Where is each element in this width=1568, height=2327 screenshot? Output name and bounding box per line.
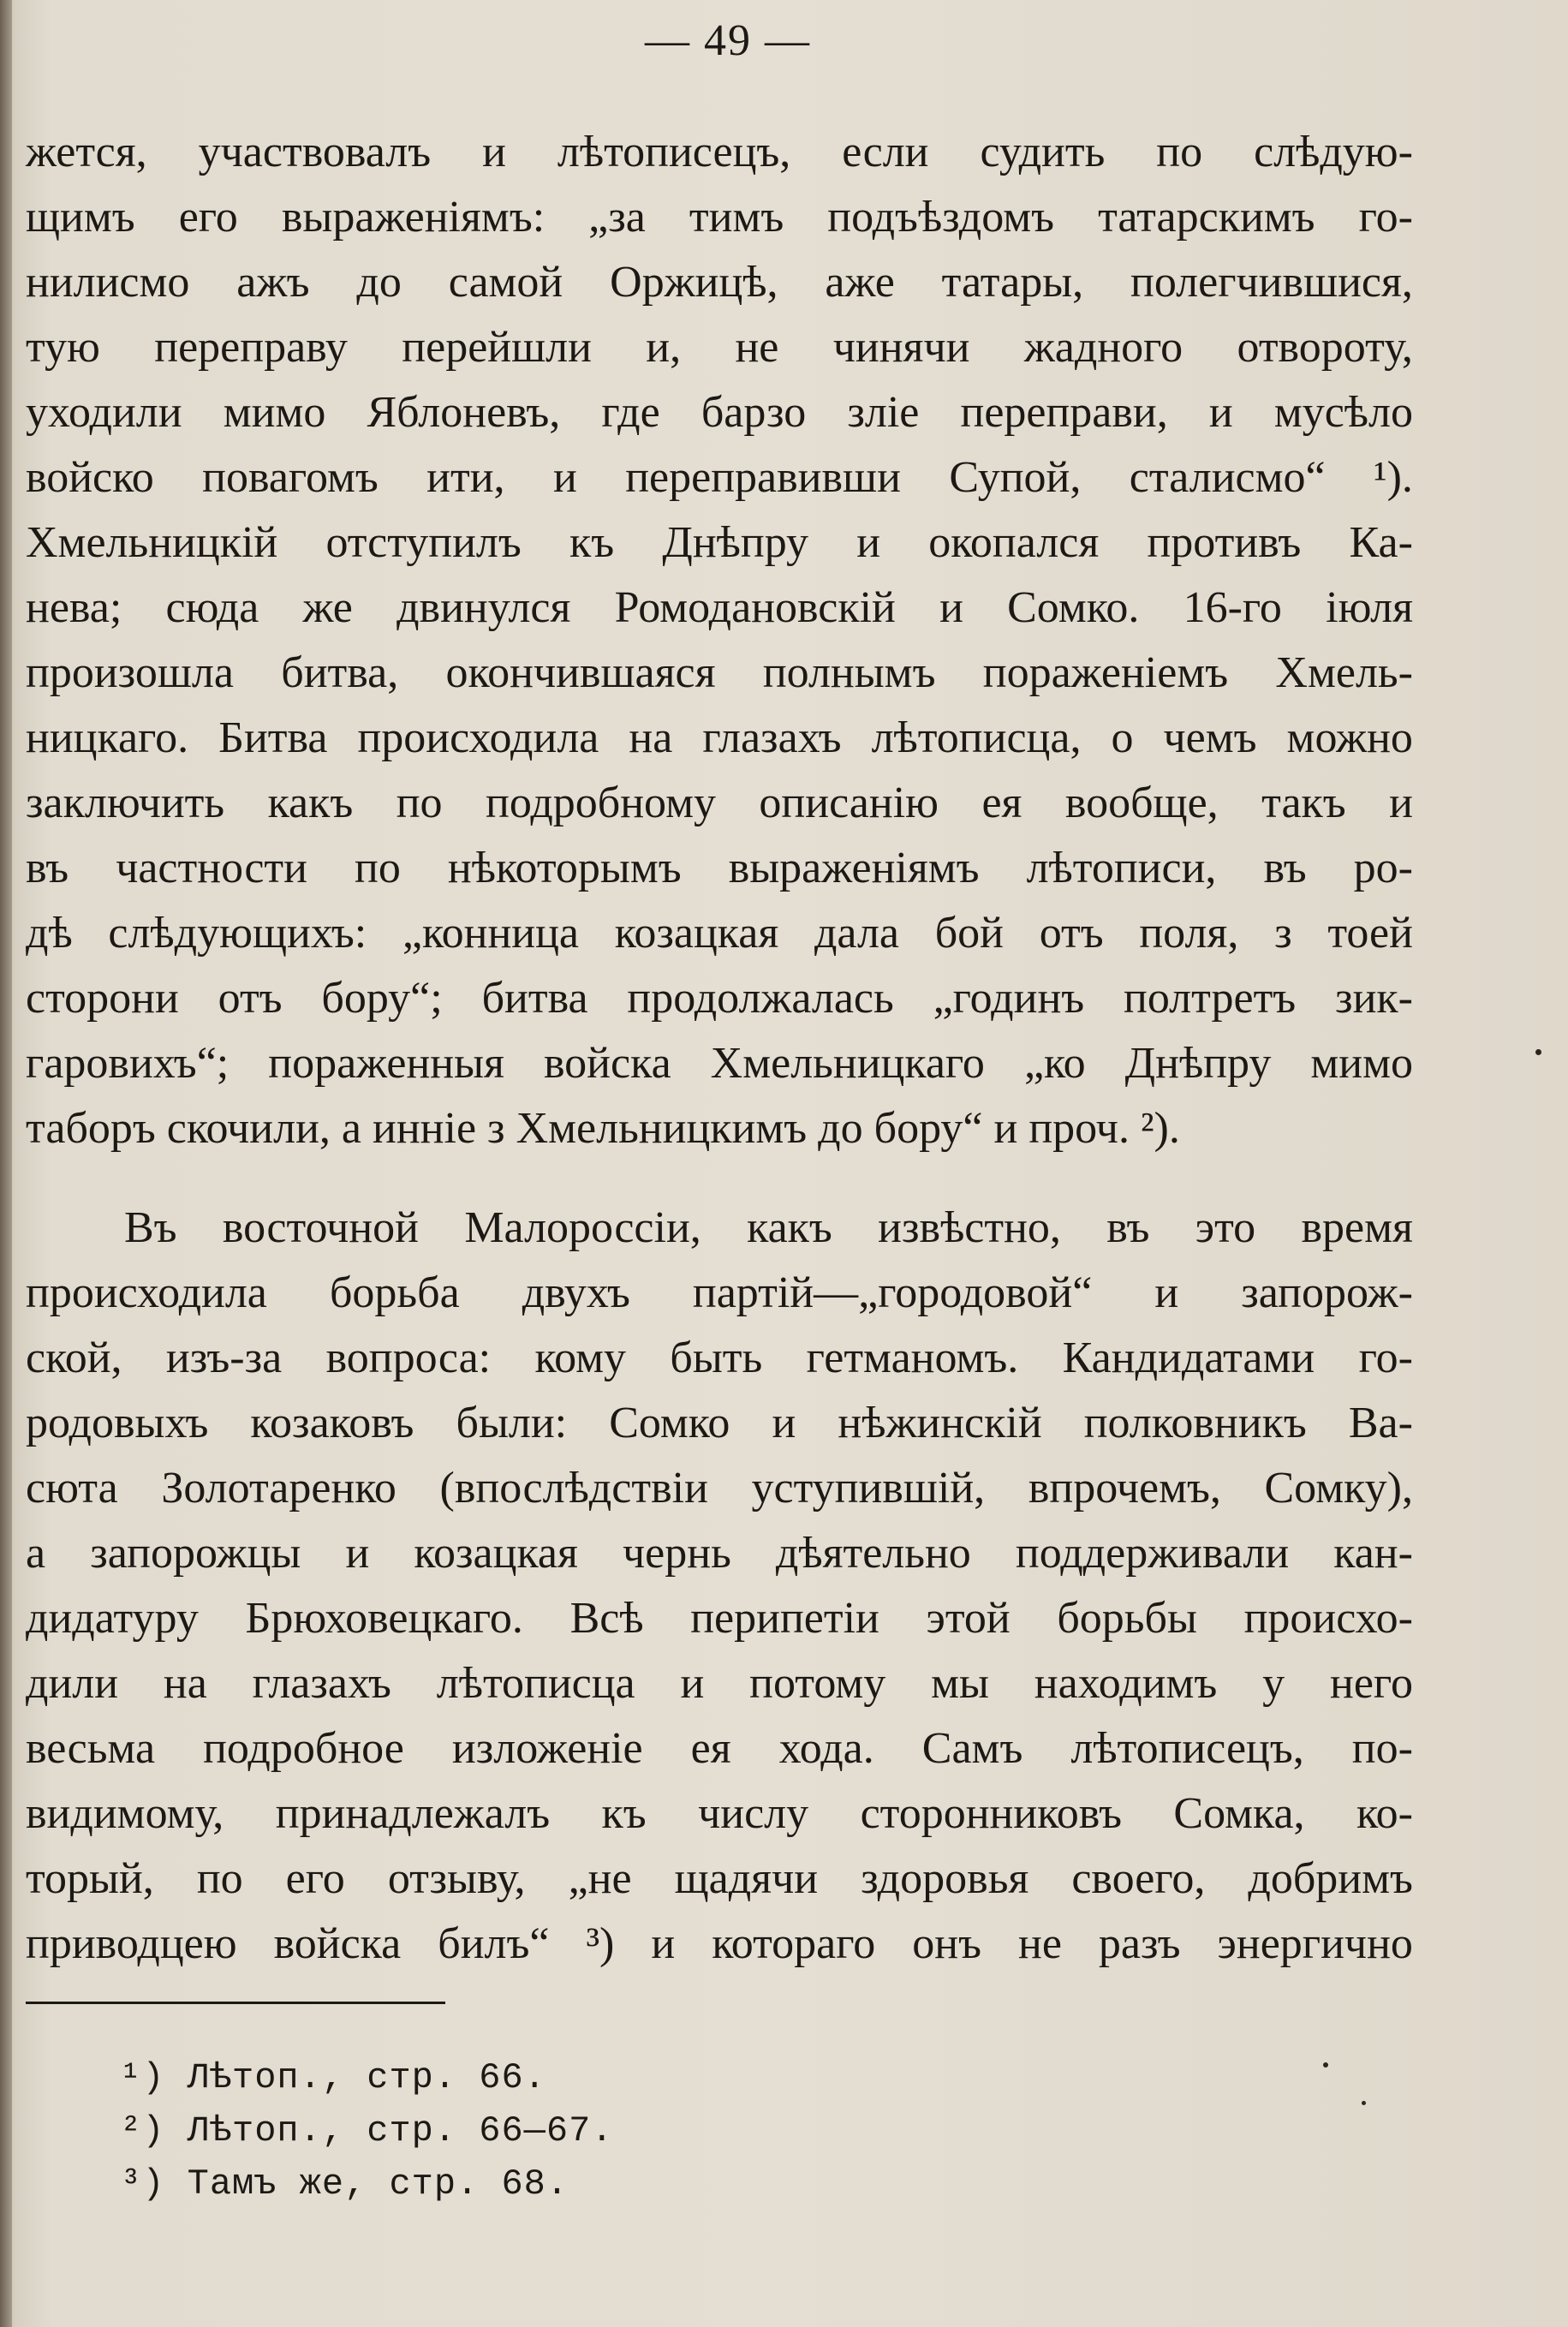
word: кому bbox=[534, 1334, 627, 1382]
word: происходила bbox=[26, 1268, 267, 1317]
word: изъ-за bbox=[165, 1334, 283, 1382]
word: Сомку), bbox=[1264, 1464, 1413, 1513]
word: вообще, bbox=[1064, 779, 1219, 827]
word: ницкаго. bbox=[26, 713, 189, 762]
word: глазахъ bbox=[702, 713, 842, 762]
word: проч. bbox=[1028, 1104, 1130, 1153]
word: участвовалъ bbox=[198, 128, 432, 176]
word: повагомъ bbox=[202, 453, 379, 502]
word: щимъ bbox=[26, 193, 135, 242]
word: тоей bbox=[1327, 909, 1413, 958]
word: не bbox=[1018, 1919, 1062, 1968]
word: изложеніе bbox=[451, 1724, 643, 1773]
word: его bbox=[285, 1854, 345, 1903]
word: Яблоневъ, bbox=[367, 388, 561, 437]
word: мимо bbox=[223, 388, 326, 437]
word: борьба bbox=[329, 1268, 460, 1317]
word: іюля bbox=[1326, 583, 1413, 632]
word: ити, bbox=[426, 453, 505, 502]
word: окопался bbox=[928, 518, 1100, 567]
word: козацкая bbox=[614, 909, 779, 958]
word: Ка- bbox=[1349, 518, 1413, 567]
word: и bbox=[345, 1529, 370, 1578]
text-line bbox=[26, 1781, 1413, 1847]
word: ³) bbox=[586, 1919, 615, 1968]
word: весьма bbox=[26, 1724, 156, 1773]
word: и bbox=[939, 583, 963, 632]
word: энергично bbox=[1217, 1919, 1413, 1968]
word: таборъ bbox=[26, 1104, 156, 1153]
word: Ва- bbox=[1348, 1399, 1413, 1447]
word: здоровья bbox=[861, 1854, 1029, 1903]
word: отступилъ bbox=[325, 518, 522, 567]
word: перейшли bbox=[402, 323, 592, 372]
word: выраженіямъ: bbox=[281, 193, 546, 242]
word: лѣтописца, bbox=[871, 713, 1082, 762]
text-line bbox=[26, 380, 1413, 445]
word: и bbox=[552, 453, 577, 502]
word: отвороту, bbox=[1237, 323, 1413, 372]
word: по- bbox=[1351, 1724, 1413, 1773]
word: нева; bbox=[26, 583, 122, 632]
word: запорож- bbox=[1241, 1268, 1413, 1317]
word: Золотаренко bbox=[161, 1464, 396, 1513]
word: къ bbox=[569, 518, 615, 567]
word: уходили bbox=[26, 388, 182, 437]
paragraph bbox=[26, 120, 1413, 1161]
paragraph bbox=[26, 1196, 1413, 1977]
word: принадлежалъ bbox=[275, 1789, 551, 1838]
word: двинулся bbox=[396, 583, 571, 632]
text-line bbox=[26, 1096, 1413, 1161]
word: не bbox=[735, 323, 779, 372]
word: и bbox=[1389, 779, 1413, 827]
word: слѣдую- bbox=[1254, 128, 1413, 176]
word: гетманомъ. bbox=[806, 1334, 1019, 1382]
word: дѣятельно bbox=[775, 1529, 971, 1578]
word: тую bbox=[26, 323, 100, 372]
word: „не bbox=[568, 1854, 632, 1903]
word: заключить bbox=[26, 779, 225, 827]
paragraph-gap bbox=[26, 1161, 1413, 1196]
word: войска bbox=[543, 1039, 671, 1088]
word: отъ bbox=[218, 974, 283, 1023]
word: находимъ bbox=[1034, 1659, 1218, 1708]
word: Брюховецкаго. bbox=[245, 1594, 523, 1643]
word: Битва bbox=[218, 713, 328, 762]
text-line bbox=[26, 315, 1413, 380]
word: дидатуру bbox=[26, 1594, 199, 1643]
word: произошла bbox=[26, 648, 234, 697]
word: къ bbox=[601, 1789, 647, 1838]
word: лѣтописи, bbox=[1026, 844, 1217, 892]
word: Хмельницкій bbox=[26, 518, 278, 567]
word: ¹). bbox=[1374, 453, 1413, 502]
word: ской, bbox=[26, 1334, 122, 1382]
word: дѣ bbox=[26, 909, 73, 958]
word: Супой, bbox=[949, 453, 1082, 502]
word: и bbox=[680, 1659, 705, 1708]
word: разъ bbox=[1098, 1919, 1181, 1968]
word: глазахъ bbox=[252, 1659, 391, 1708]
word: судить bbox=[980, 128, 1106, 176]
word: лѣтописца bbox=[436, 1659, 635, 1708]
word: ро- bbox=[1353, 844, 1413, 892]
word: отзыву, bbox=[387, 1854, 526, 1903]
text-line bbox=[26, 120, 1413, 185]
word: жется, bbox=[26, 128, 147, 176]
word: сторонниковъ bbox=[860, 1789, 1122, 1838]
word: если bbox=[842, 128, 929, 176]
word: котораго bbox=[712, 1919, 876, 1968]
text-line bbox=[26, 1391, 1413, 1456]
word: ея bbox=[981, 779, 1022, 827]
ink-speck bbox=[1535, 1049, 1541, 1055]
word: „за bbox=[588, 193, 646, 242]
word: извѣстно, bbox=[878, 1203, 1061, 1252]
word: Днѣпру bbox=[662, 518, 809, 567]
word: чинячи bbox=[832, 323, 970, 372]
word: скочили, bbox=[166, 1104, 331, 1153]
word: партій—„городовой“ bbox=[692, 1268, 1093, 1317]
word: бору“; bbox=[321, 974, 443, 1023]
word: Сомка, bbox=[1173, 1789, 1305, 1838]
word: у bbox=[1262, 1659, 1285, 1708]
word: и bbox=[772, 1399, 796, 1447]
ink-speck bbox=[1323, 2062, 1328, 2067]
word: битва, bbox=[281, 648, 399, 697]
text-line bbox=[26, 1847, 1413, 1912]
word: по bbox=[355, 844, 401, 892]
text-line bbox=[26, 1261, 1413, 1326]
text-line bbox=[26, 510, 1413, 576]
word: подробному bbox=[485, 779, 716, 827]
word: мимо bbox=[1310, 1039, 1413, 1088]
word: нилисмо bbox=[26, 258, 190, 307]
word: отъ bbox=[1039, 909, 1104, 958]
word: бору“ bbox=[873, 1104, 983, 1153]
word: восточной bbox=[222, 1203, 419, 1252]
word: полтретъ bbox=[1124, 974, 1297, 1023]
word: потому bbox=[749, 1659, 886, 1708]
word: татары, bbox=[941, 258, 1084, 307]
text-line bbox=[26, 1586, 1413, 1651]
word: дили bbox=[26, 1659, 119, 1708]
footnote-divider bbox=[26, 2002, 445, 2004]
word: частности bbox=[116, 844, 307, 892]
text-line bbox=[26, 1716, 1413, 1781]
word: Оржицѣ, bbox=[610, 258, 778, 307]
word: пораженіемъ bbox=[982, 648, 1229, 697]
word: войско bbox=[26, 453, 154, 502]
word: ко- bbox=[1356, 1789, 1413, 1838]
word: полковникъ bbox=[1083, 1399, 1307, 1447]
text-line bbox=[26, 576, 1413, 641]
word: татарскимъ bbox=[1098, 193, 1315, 242]
word: до bbox=[356, 258, 402, 307]
word: Хмельницкимъ bbox=[516, 1104, 808, 1153]
word: (впослѣдствіи bbox=[439, 1464, 708, 1513]
word: „конница bbox=[402, 909, 580, 958]
word: пораженныя bbox=[268, 1039, 504, 1088]
word: сюта bbox=[26, 1464, 118, 1513]
word: Ромодановскій bbox=[614, 583, 896, 632]
word: же bbox=[302, 583, 353, 632]
page-number: — 49 — bbox=[645, 16, 811, 65]
word: инніе bbox=[373, 1104, 477, 1153]
word: лѣтописецъ, bbox=[1070, 1724, 1304, 1773]
word: Хмельницкаго bbox=[710, 1039, 985, 1088]
word: перипетіи bbox=[690, 1594, 879, 1643]
word: его bbox=[178, 193, 238, 242]
word: бой bbox=[934, 909, 1004, 958]
word: ея bbox=[690, 1724, 731, 1773]
word: продолжалась bbox=[627, 974, 894, 1023]
word: можно bbox=[1286, 713, 1413, 762]
word: Кандидатами bbox=[1062, 1334, 1315, 1382]
word: „ко bbox=[1023, 1039, 1086, 1088]
word: видимому, bbox=[26, 1789, 224, 1838]
word: и bbox=[856, 518, 881, 567]
word: з bbox=[1274, 909, 1292, 958]
word: и bbox=[651, 1919, 676, 1968]
word: зик- bbox=[1335, 974, 1413, 1023]
word: впрочемъ, bbox=[1028, 1464, 1221, 1513]
text-line bbox=[26, 1326, 1413, 1391]
word: вопроса: bbox=[325, 1334, 492, 1382]
word: это bbox=[1195, 1203, 1256, 1252]
word: чернь bbox=[623, 1529, 731, 1578]
word: дала bbox=[814, 909, 899, 958]
word: время bbox=[1301, 1203, 1413, 1252]
word: слѣдующихъ: bbox=[108, 909, 367, 958]
word: нѣжинскій bbox=[838, 1399, 1042, 1447]
word: подробное bbox=[203, 1724, 404, 1773]
word: сюда bbox=[165, 583, 259, 632]
word: козаковъ bbox=[250, 1399, 414, 1447]
word: зліе bbox=[847, 388, 920, 437]
word: нѣкоторымъ bbox=[447, 844, 682, 892]
word: Малороссіи, bbox=[464, 1203, 701, 1252]
word: войска bbox=[273, 1919, 402, 1968]
word: сталисмо“ bbox=[1129, 453, 1326, 502]
word: выраженіямъ bbox=[728, 844, 980, 892]
word: 16-го bbox=[1183, 583, 1282, 632]
word: жадного bbox=[1023, 323, 1183, 372]
word: двухъ bbox=[522, 1268, 630, 1317]
word: хода. bbox=[778, 1724, 874, 1773]
word: происхо- bbox=[1243, 1594, 1413, 1643]
page-binding-edge bbox=[0, 0, 12, 2327]
word: въ bbox=[1106, 1203, 1150, 1252]
word: и bbox=[1208, 388, 1233, 437]
word: подъѣздомъ bbox=[827, 193, 1055, 242]
word: тимъ bbox=[689, 193, 784, 242]
text-line bbox=[26, 966, 1413, 1031]
word: аже bbox=[825, 258, 895, 307]
word: сторони bbox=[26, 974, 179, 1023]
word: какъ bbox=[747, 1203, 832, 1252]
word: поддерживали bbox=[1015, 1529, 1290, 1578]
word: Хмель- bbox=[1275, 648, 1413, 697]
word: о bbox=[1111, 713, 1134, 762]
word: быть bbox=[670, 1334, 763, 1382]
word: торый, bbox=[26, 1854, 154, 1903]
word: добримъ bbox=[1248, 1854, 1413, 1903]
word: чемъ bbox=[1163, 713, 1257, 762]
word: Сомко bbox=[609, 1399, 730, 1447]
word: битва bbox=[481, 974, 588, 1023]
word: где bbox=[601, 388, 660, 437]
word: были: bbox=[456, 1399, 568, 1447]
word: числу bbox=[698, 1789, 809, 1838]
word: Сомко. bbox=[1007, 583, 1140, 632]
word: на bbox=[163, 1659, 207, 1708]
word: кан- bbox=[1333, 1529, 1413, 1578]
word: барзо bbox=[701, 388, 807, 437]
word: въ bbox=[1263, 844, 1307, 892]
word: него bbox=[1330, 1659, 1413, 1708]
word: полнымъ bbox=[762, 648, 936, 697]
word: переправу bbox=[154, 323, 348, 372]
word: а bbox=[341, 1104, 362, 1153]
word: билъ“ bbox=[438, 1919, 550, 1968]
text-line bbox=[26, 445, 1413, 510]
word: до bbox=[818, 1104, 863, 1153]
text-line bbox=[26, 1521, 1413, 1586]
word: ажъ bbox=[236, 258, 310, 307]
text-line bbox=[26, 1912, 1413, 1977]
body-text bbox=[26, 120, 1413, 1977]
word: Всѣ bbox=[569, 1594, 644, 1643]
text-line bbox=[26, 641, 1413, 706]
word: описанію bbox=[759, 779, 939, 827]
text-line bbox=[26, 771, 1413, 836]
word: козацкая bbox=[414, 1529, 578, 1578]
text-line bbox=[26, 706, 1413, 771]
text-line bbox=[26, 901, 1413, 966]
text-line bbox=[26, 1456, 1413, 1521]
word: а bbox=[26, 1529, 46, 1578]
footnotes bbox=[120, 2051, 614, 2211]
word: по bbox=[196, 1854, 243, 1903]
ink-speck bbox=[1362, 2101, 1366, 2105]
word: лѣтописецъ, bbox=[557, 128, 791, 176]
word: „годинъ bbox=[933, 974, 1085, 1023]
word: по bbox=[1156, 128, 1203, 176]
word: запорожцы bbox=[90, 1529, 301, 1578]
word: самой bbox=[448, 258, 563, 307]
word: го- bbox=[1358, 193, 1413, 242]
word: поля, bbox=[1139, 909, 1239, 958]
word: этой bbox=[926, 1594, 1011, 1643]
word: и bbox=[482, 128, 506, 176]
word: мусѣло bbox=[1273, 388, 1413, 437]
word: гаровихъ“; bbox=[26, 1039, 230, 1088]
footnote: ³) Тамъ же, стр. 68. bbox=[120, 2163, 569, 2205]
word: происходила bbox=[357, 713, 599, 762]
text-line bbox=[26, 185, 1413, 250]
word: го- bbox=[1358, 1334, 1413, 1382]
word: уступившій, bbox=[751, 1464, 986, 1513]
word: и bbox=[993, 1104, 1018, 1153]
footnote: ¹) Лѣтоп., стр. 66. bbox=[120, 2057, 546, 2098]
word: въ bbox=[26, 844, 69, 892]
word: родовыхъ bbox=[26, 1399, 209, 1447]
word: переправивши bbox=[625, 453, 901, 502]
word: какъ bbox=[267, 779, 354, 827]
word: переправи, bbox=[960, 388, 1168, 437]
word: щадячи bbox=[674, 1854, 819, 1903]
word: онъ bbox=[912, 1919, 981, 1968]
word: по bbox=[396, 779, 443, 827]
word: противъ bbox=[1147, 518, 1302, 567]
footnote: ²) Лѣтоп., стр. 66—67. bbox=[120, 2110, 614, 2151]
word: на bbox=[629, 713, 673, 762]
text-line bbox=[26, 250, 1413, 315]
text-line bbox=[26, 1031, 1413, 1096]
word: Самъ bbox=[921, 1724, 1023, 1773]
word: Въ bbox=[124, 1203, 177, 1252]
word: и bbox=[1154, 1268, 1179, 1317]
word: ²). bbox=[1140, 1104, 1180, 1153]
word: приводцею bbox=[26, 1919, 237, 1968]
word: и, bbox=[646, 323, 682, 372]
word: окончившаяся bbox=[445, 648, 716, 697]
word: такъ bbox=[1261, 779, 1346, 827]
text-line bbox=[26, 836, 1413, 901]
word: своего, bbox=[1071, 1854, 1206, 1903]
word: Днѣпру bbox=[1124, 1039, 1272, 1088]
text-line bbox=[26, 1196, 1413, 1261]
text-line bbox=[26, 1651, 1413, 1716]
word: мы bbox=[931, 1659, 989, 1708]
word: борьбы bbox=[1057, 1594, 1197, 1643]
word: полегчившися, bbox=[1130, 258, 1413, 307]
word: з bbox=[487, 1104, 505, 1153]
